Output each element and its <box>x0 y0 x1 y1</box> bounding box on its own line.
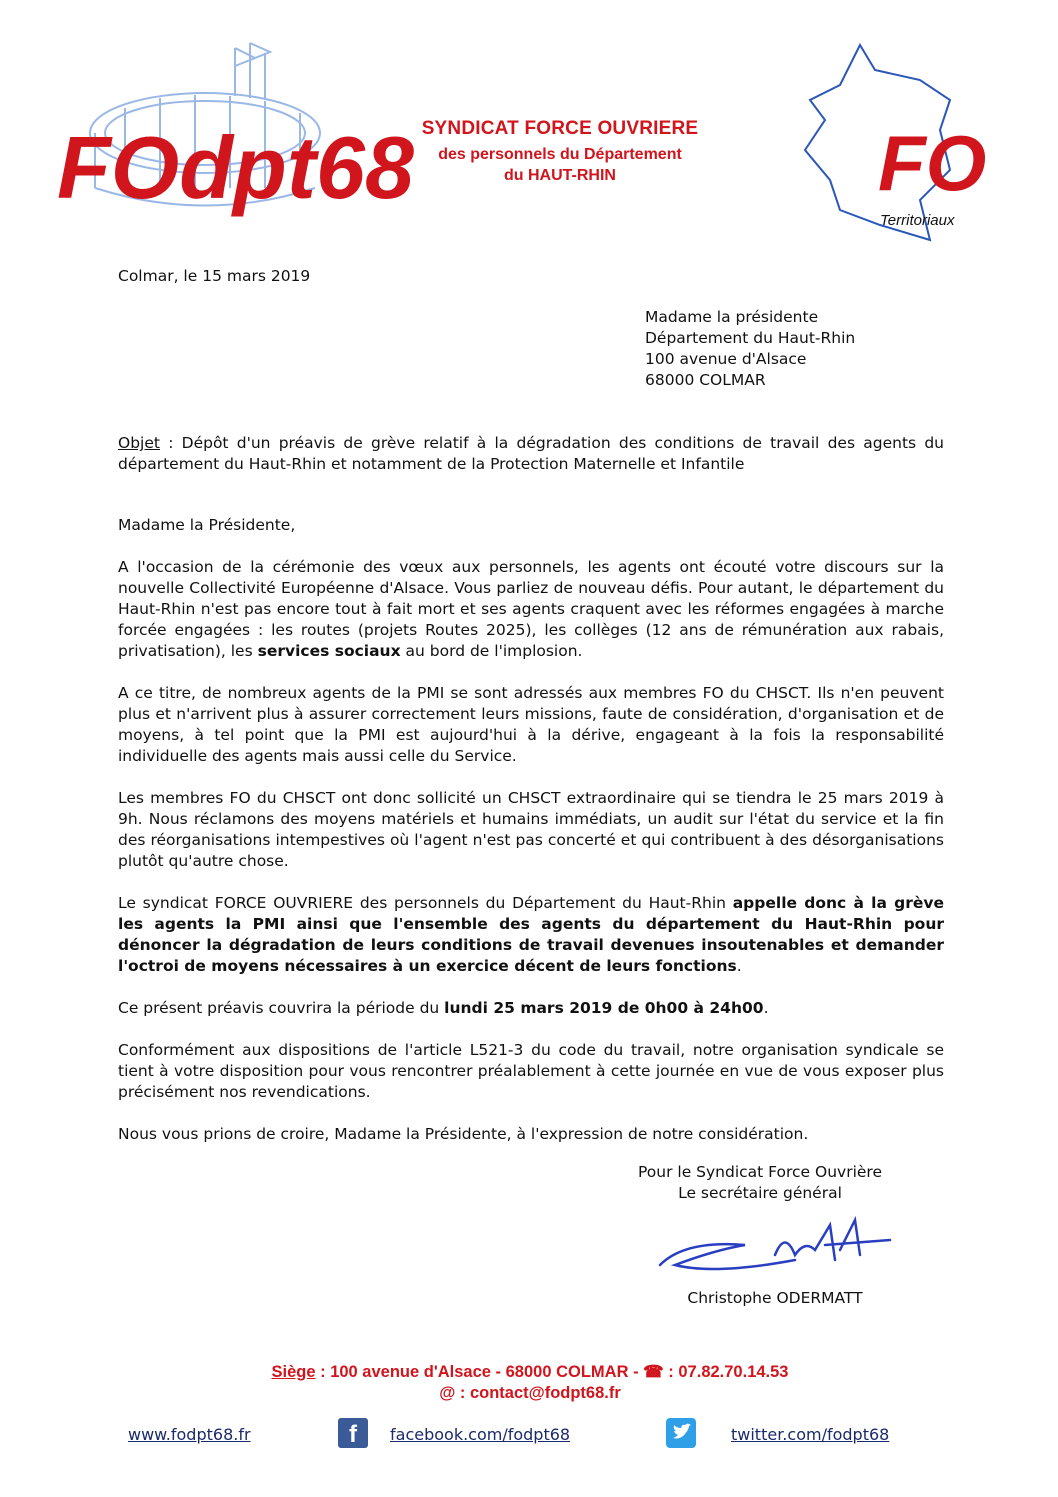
footer-email[interactable]: @ : contact@fodpt68.fr <box>439 1384 621 1402</box>
subject-text: : Dépôt d'un préavis de grève relatif à la dégradation des conditions de travail des agents du département du Haut-Rhin et notamment de la Protection Maternelle et Infantile <box>118 434 944 473</box>
recipient-line: Département du Haut-Rhin <box>645 329 856 347</box>
sign-line-2: Le secrétaire général <box>678 1184 842 1202</box>
salutation: Madame la Présidente, <box>118 516 296 534</box>
closing-paragraph: Nous vous prions de croire, Madame la Présidente, à l'expression de notre considération. <box>118 1125 809 1143</box>
recipient-line: 100 avenue d'Alsace <box>645 350 807 368</box>
footer-address <box>150 1362 910 1382</box>
header-subtitle-1: des personnels du Département <box>438 146 682 163</box>
fodpt68-logo <box>55 38 414 223</box>
fo-territoriaux-logo <box>800 40 987 250</box>
facebook-icon[interactable]: f <box>338 1418 368 1448</box>
paragraph-5: Ce présent préavis couvrira la période du lundi 25 mars 2019 de 0h00 à 24h00. <box>118 999 769 1017</box>
recipient-address <box>645 307 855 391</box>
signature-block <box>610 1162 910 1204</box>
handwritten-signature <box>655 1210 895 1280</box>
header-subtitle-2: du HAUT-RHIN <box>504 167 616 184</box>
paragraph-3: Les membres FO du CHSCT ont donc sollicité un CHSCT extraordinaire qui se tiendra le 25 mars 2019 à 9h. Nous réclamons des moyens matériels et humains immédiats, un audit sur l'état du service et la fin des réorganisations intempestives où l'agent n'est pas concerté et qui contribuent à des désorganisations plutôt qu'autre chose. <box>118 789 944 870</box>
facebook-link[interactable]: facebook.com/fodpt68 <box>390 1425 571 1444</box>
paragraph-6: Conformément aux dispositions de l'article L521-3 du code du travail, notre organisation syndicale se tient à votre disposition pour vous rencontrer préalablement à cette journée en vue de vous exposer plus précisément nos revendications. <box>118 1041 944 1101</box>
paragraph-1: A l'occasion de la cérémonie des vœux aux personnels, les agents ont écouté votre discours sur la nouvelle Collectivité Européenne d'Alsace. Vous parliez de nouveau défis. Pour autant, le département du Haut-Rhin n'est pas encore tout à fait mort et ses agents craquent avec les réformes engagées à marche forcée engagées : les routes (projets Routes 2025), les collèges (12 ans de rémunération aux rabais, privatisation), les services sociaux au bord de l'implosion. <box>118 558 944 660</box>
twitter-icon[interactable] <box>666 1418 696 1448</box>
letter-body <box>118 515 944 1166</box>
twitter-link[interactable]: twitter.com/fodpt68 <box>731 1425 890 1444</box>
recipient-line: Madame la présidente <box>645 308 819 326</box>
subject-label: Objet <box>118 434 160 452</box>
letter-date: Colmar, le 15 mars 2019 <box>118 267 311 285</box>
sign-line-1: Pour le Syndicat Force Ouvrière <box>637 1163 883 1181</box>
paragraph-2: A ce titre, de nombreux agents de la PMI se sont adressés aux membres FO du CHSCT. Ils n'en peuvent plus et n'arrivent plus à assurer correctement leurs missions, faute de considération, d'organisation et de moyens, à tel point que la PMI est aujourd'hui à la dérive, engageant à la fois la responsabilité individuelle des agents mais aussi celle du Service. <box>118 684 944 765</box>
siege-text: : 100 avenue d'Alsace - 68000 COLMAR - ☎ : 07.82.70.14.53 <box>315 1363 789 1381</box>
signer-name: Christophe ODERMATT <box>687 1289 863 1307</box>
fo-mark: FOdpt68 <box>57 118 414 217</box>
website-link[interactable]: www.fodpt68.fr <box>128 1425 251 1444</box>
header-title: SYNDICAT FORCE OUVRIERE <box>421 118 699 139</box>
recipient-line: 68000 COLMAR <box>645 371 766 389</box>
siege-label: Siège <box>271 1363 316 1381</box>
paragraph-4: Le syndicat FORCE OUVRIERE des personnels du Département du Haut-Rhin appelle donc à la grève les agents la PMI ainsi que l'ensemble des agents du département du Haut-Rhin pour dénoncer la dégradation de leurs conditions de travail devenues insoutenables et demander l'octroi de moyens nécessaires à un exercice décent de leurs fonctions. <box>118 894 944 975</box>
letter-subject <box>118 433 944 475</box>
territoriaux-label: Territoriaux <box>880 212 955 229</box>
fo-logo-text: FO <box>878 119 987 207</box>
